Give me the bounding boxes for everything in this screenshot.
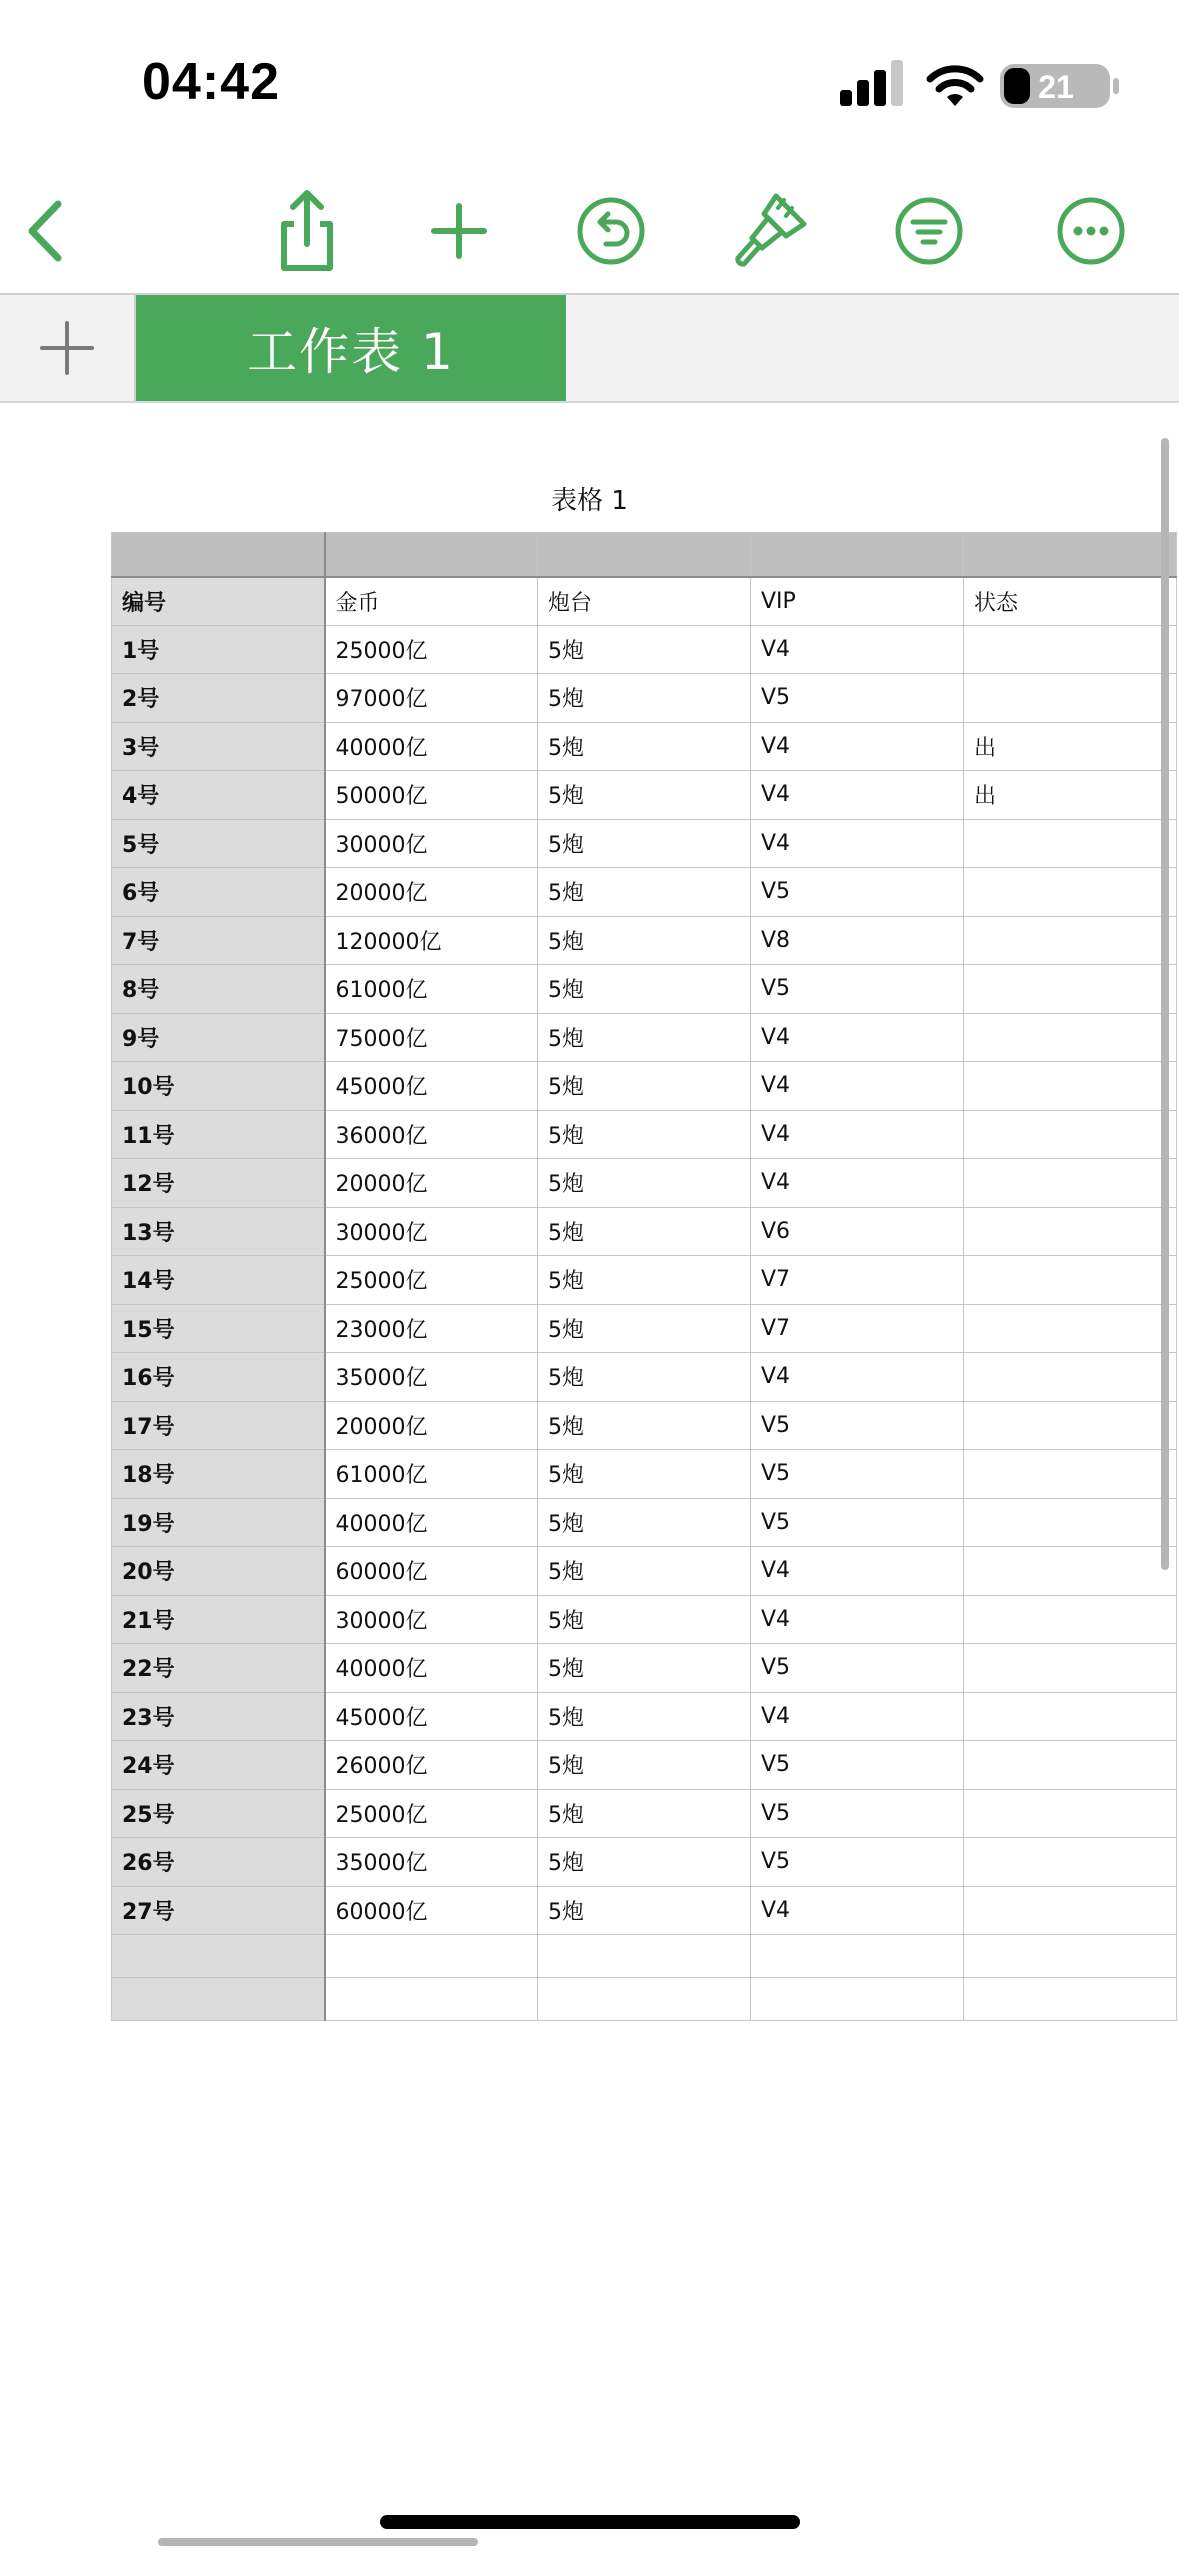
table-cell[interactable] [964, 1838, 1177, 1887]
table-cell[interactable]: 35000亿 [325, 1838, 538, 1887]
undo-button[interactable] [566, 186, 656, 276]
filter-icon [884, 186, 974, 276]
table-cell[interactable]: 25号 [112, 1789, 325, 1838]
table-cell[interactable]: 30000亿 [325, 1595, 538, 1644]
table-cell[interactable]: 30000亿 [325, 819, 538, 868]
table-row[interactable] [112, 916, 1177, 965]
table-cell[interactable]: 5炮 [538, 1401, 751, 1450]
table-cell[interactable] [964, 868, 1177, 917]
add-sheet-button[interactable] [0, 295, 136, 401]
table-cell[interactable]: V5 [751, 674, 964, 723]
table-row[interactable] [112, 1886, 1177, 1935]
table-cell[interactable] [964, 819, 1177, 868]
table-cell[interactable]: 13号 [112, 1207, 325, 1256]
table-cell[interactable] [964, 1159, 1177, 1208]
table-row[interactable] [112, 1498, 1177, 1547]
table-cell[interactable]: 5炮 [538, 868, 751, 917]
table-cell[interactable]: 金币 [325, 577, 538, 626]
table-cell[interactable]: V4 [751, 1692, 964, 1741]
table-cell[interactable] [964, 1013, 1177, 1062]
table-cell[interactable]: 5炮 [538, 1013, 751, 1062]
table-row[interactable] [112, 674, 1177, 723]
table-cell[interactable] [964, 1935, 1177, 1978]
table-cell[interactable]: V4 [751, 1110, 964, 1159]
table-row[interactable] [112, 1159, 1177, 1208]
vertical-scrollbar[interactable] [1161, 438, 1169, 1570]
table-cell[interactable] [964, 625, 1177, 674]
table-cell[interactable]: 50000亿 [325, 771, 538, 820]
status-time: 04:42 [142, 53, 280, 111]
table-cell[interactable]: 25000亿 [325, 625, 538, 674]
table-cell[interactable]: 5炮 [538, 1062, 751, 1111]
table-cell[interactable]: 出 [964, 722, 1177, 771]
table-cell[interactable]: 5炮 [538, 1595, 751, 1644]
table-cell[interactable]: 5炮 [538, 965, 751, 1014]
table-cell[interactable]: V4 [751, 1013, 964, 1062]
table-cell[interactable]: 27号 [112, 1886, 325, 1935]
table-cell[interactable]: 16号 [112, 1353, 325, 1402]
battery-icon [998, 62, 1122, 110]
header-cell[interactable] [538, 533, 751, 577]
table-cell[interactable]: V5 [751, 1838, 964, 1887]
table-cell[interactable] [964, 1304, 1177, 1353]
table-cell[interactable]: V4 [751, 1547, 964, 1596]
table-cell[interactable] [751, 1978, 964, 2021]
table-row[interactable] [112, 1838, 1177, 1887]
table-cell[interactable]: 20000亿 [325, 1159, 538, 1208]
table-cell[interactable]: 5炮 [538, 1838, 751, 1887]
paintbrush-icon [724, 186, 814, 276]
table-cell[interactable]: 40000亿 [325, 1498, 538, 1547]
sheet-tab-bar [0, 293, 1179, 403]
table-cell[interactable]: 5炮 [538, 1789, 751, 1838]
table-cell[interactable]: 23号 [112, 1692, 325, 1741]
table-cell[interactable]: 出 [964, 771, 1177, 820]
column-header-row[interactable] [112, 533, 1177, 577]
table-cell[interactable]: 20000亿 [325, 1401, 538, 1450]
table-cell[interactable]: V7 [751, 1256, 964, 1305]
table-cell[interactable]: 状态 [964, 577, 1177, 626]
table-row[interactable] [112, 965, 1177, 1014]
table-cell[interactable] [325, 1978, 538, 2021]
header-row[interactable] [112, 577, 1177, 626]
table-cell[interactable]: 120000亿 [325, 916, 538, 965]
table-cell[interactable] [964, 1062, 1177, 1111]
table-cell[interactable]: V4 [751, 1159, 964, 1208]
table-cell[interactable] [964, 1256, 1177, 1305]
table-cell[interactable]: 5炮 [538, 819, 751, 868]
header-cell[interactable] [325, 533, 538, 577]
table-cell[interactable]: 18号 [112, 1450, 325, 1499]
table-row[interactable] [112, 1062, 1177, 1111]
table-cell[interactable]: 21号 [112, 1595, 325, 1644]
table-cell[interactable] [538, 1978, 751, 2021]
table-cell[interactable]: V7 [751, 1304, 964, 1353]
table-cell[interactable] [964, 1692, 1177, 1741]
table-cell[interactable]: 5炮 [538, 1692, 751, 1741]
table-cell[interactable] [964, 1353, 1177, 1402]
table-cell[interactable] [751, 1935, 964, 1978]
table-cell[interactable]: 5炮 [538, 722, 751, 771]
table-cell[interactable]: V5 [751, 1450, 964, 1499]
table-cell[interactable]: V5 [751, 1789, 964, 1838]
chevron-left-icon [0, 186, 90, 276]
spreadsheet-table[interactable] [111, 532, 1177, 2021]
table-row[interactable] [112, 1110, 1177, 1159]
table-cell[interactable]: 1号 [112, 625, 325, 674]
table-cell[interactable]: V4 [751, 771, 964, 820]
table-cell[interactable]: 61000亿 [325, 965, 538, 1014]
organize-button[interactable] [884, 186, 974, 276]
table-cell[interactable]: V4 [751, 722, 964, 771]
table-cell[interactable]: 35000亿 [325, 1353, 538, 1402]
table-cell[interactable]: V4 [751, 1353, 964, 1402]
table-cell[interactable]: 9号 [112, 1013, 325, 1062]
table-cell[interactable]: 2号 [112, 674, 325, 723]
more-button[interactable] [1046, 186, 1136, 276]
table-cell[interactable]: V4 [751, 1595, 964, 1644]
cellular-signal-icon [840, 58, 906, 108]
table-cell[interactable] [964, 1450, 1177, 1499]
table-cell[interactable]: 14号 [112, 1256, 325, 1305]
table-cell[interactable]: 4号 [112, 771, 325, 820]
table-cell[interactable] [112, 1978, 325, 2021]
table-cell[interactable]: V4 [751, 625, 964, 674]
table-cell[interactable]: 20号 [112, 1547, 325, 1596]
table-cell[interactable]: 8号 [112, 965, 325, 1014]
tab-sheet-1[interactable]: 工作表 1 [136, 295, 566, 401]
table-cell[interactable]: V5 [751, 1741, 964, 1790]
table-cell[interactable]: 5炮 [538, 771, 751, 820]
table-cell[interactable] [964, 1595, 1177, 1644]
table-cell[interactable]: 22号 [112, 1644, 325, 1693]
table-cell[interactable] [964, 1886, 1177, 1935]
wifi-icon [925, 64, 985, 108]
table-cell[interactable]: 45000亿 [325, 1692, 538, 1741]
table-cell[interactable]: V5 [751, 1644, 964, 1693]
table-cell[interactable] [964, 1207, 1177, 1256]
table-row[interactable] [112, 1741, 1177, 1790]
back-button[interactable] [0, 186, 90, 276]
table-cell[interactable] [964, 1547, 1177, 1596]
table-cell[interactable] [964, 1741, 1177, 1790]
table-cell[interactable] [964, 1401, 1177, 1450]
table-cell[interactable]: 7号 [112, 916, 325, 965]
table-cell[interactable]: VIP [751, 577, 964, 626]
table-cell[interactable]: V4 [751, 1886, 964, 1935]
empty-row[interactable] [112, 1978, 1177, 2021]
table-cell[interactable] [964, 1978, 1177, 2021]
table-cell[interactable]: 编号 [112, 577, 325, 626]
table-cell[interactable]: V5 [751, 868, 964, 917]
table-cell[interactable]: 11号 [112, 1110, 325, 1159]
share-button[interactable] [262, 186, 352, 276]
header-cell[interactable] [964, 533, 1177, 577]
table-cell[interactable] [964, 916, 1177, 965]
table-cell[interactable]: 36000亿 [325, 1110, 538, 1159]
table-row[interactable] [112, 625, 1177, 674]
table-cell[interactable]: 17号 [112, 1401, 325, 1450]
table-row[interactable] [112, 1207, 1177, 1256]
table-cell[interactable] [964, 1498, 1177, 1547]
table-cell[interactable] [538, 1935, 751, 1978]
table-row[interactable] [112, 771, 1177, 820]
table-cell[interactable]: 15号 [112, 1304, 325, 1353]
table-cell[interactable] [964, 1644, 1177, 1693]
table-cell[interactable]: 45000亿 [325, 1062, 538, 1111]
table-row[interactable] [112, 1692, 1177, 1741]
table-row[interactable] [112, 722, 1177, 771]
table-cell[interactable]: V8 [751, 916, 964, 965]
table-cell[interactable]: V6 [751, 1207, 964, 1256]
table-row[interactable] [112, 1013, 1177, 1062]
table-cell[interactable] [964, 674, 1177, 723]
header-cell[interactable] [751, 533, 964, 577]
horizontal-scrollbar[interactable] [158, 2538, 478, 2546]
table-cell[interactable]: 60000亿 [325, 1547, 538, 1596]
table-cell[interactable]: 5炮 [538, 1256, 751, 1305]
table-cell[interactable]: 10号 [112, 1062, 325, 1111]
table-cell[interactable]: 23000亿 [325, 1304, 538, 1353]
table-cell[interactable]: 5号 [112, 819, 325, 868]
table-cell[interactable]: 5炮 [538, 1450, 751, 1499]
table-cell[interactable]: 5炮 [538, 1159, 751, 1208]
undo-icon [566, 186, 656, 276]
table-cell[interactable]: 12号 [112, 1159, 325, 1208]
table-cell[interactable] [964, 1110, 1177, 1159]
table-row[interactable] [112, 868, 1177, 917]
format-button[interactable] [724, 186, 814, 276]
table-cell[interactable]: V5 [751, 1498, 964, 1547]
table-cell[interactable]: 75000亿 [325, 1013, 538, 1062]
table-row[interactable] [112, 1547, 1177, 1596]
table-row[interactable] [112, 1644, 1177, 1693]
insert-button[interactable] [414, 186, 504, 276]
plus-icon [38, 319, 96, 377]
table-cell[interactable] [964, 965, 1177, 1014]
table-cell[interactable]: 炮台 [538, 577, 751, 626]
table-row[interactable] [112, 1401, 1177, 1450]
home-indicator[interactable] [380, 2515, 800, 2529]
table-cell[interactable]: 26号 [112, 1838, 325, 1887]
table-cell[interactable]: 19号 [112, 1498, 325, 1547]
table-row[interactable] [112, 1353, 1177, 1402]
table-cell[interactable]: 97000亿 [325, 674, 538, 723]
table-cell[interactable]: 5炮 [538, 1886, 751, 1935]
table-cell[interactable]: 20000亿 [325, 868, 538, 917]
table-cell[interactable]: 5炮 [538, 916, 751, 965]
table-cell[interactable] [964, 1789, 1177, 1838]
table-cell[interactable]: 5炮 [538, 1644, 751, 1693]
table-cell[interactable]: 5炮 [538, 1741, 751, 1790]
share-icon [262, 186, 352, 276]
header-cell[interactable] [112, 533, 325, 577]
table-cell[interactable]: 6号 [112, 868, 325, 917]
table-cell[interactable]: 24号 [112, 1741, 325, 1790]
battery-level: 21 [1038, 69, 1074, 105]
table-row[interactable] [112, 1304, 1177, 1353]
table-cell[interactable]: 40000亿 [325, 1644, 538, 1693]
table-cell[interactable]: 5炮 [538, 1304, 751, 1353]
empty-row[interactable] [112, 1935, 1177, 1978]
table-row[interactable] [112, 1789, 1177, 1838]
table-cell[interactable]: 25000亿 [325, 1789, 538, 1838]
table-cell[interactable]: 61000亿 [325, 1450, 538, 1499]
table-row[interactable] [112, 1450, 1177, 1499]
table-cell[interactable]: V5 [751, 1401, 964, 1450]
table-cell[interactable]: 60000亿 [325, 1886, 538, 1935]
table-cell[interactable]: 5炮 [538, 1498, 751, 1547]
table-row[interactable] [112, 1595, 1177, 1644]
plus-icon [414, 186, 504, 276]
table-cell[interactable]: 25000亿 [325, 1256, 538, 1305]
table-row[interactable] [112, 819, 1177, 868]
table-cell[interactable]: 40000亿 [325, 722, 538, 771]
table-cell[interactable] [325, 1935, 538, 1978]
table-cell[interactable]: 5炮 [538, 1547, 751, 1596]
table-cell[interactable]: 30000亿 [325, 1207, 538, 1256]
table-cell[interactable]: 26000亿 [325, 1741, 538, 1790]
ellipsis-icon [1046, 186, 1136, 276]
table-cell[interactable]: 5炮 [538, 1207, 751, 1256]
table-cell[interactable]: 3号 [112, 722, 325, 771]
table-cell[interactable]: 5炮 [538, 1353, 751, 1402]
table-cell[interactable] [112, 1935, 325, 1978]
table-cell[interactable]: 5炮 [538, 674, 751, 723]
table-cell[interactable]: V4 [751, 819, 964, 868]
table-cell[interactable]: 5炮 [538, 1110, 751, 1159]
table-cell[interactable]: V5 [751, 965, 964, 1014]
table-title[interactable]: 表格 1 [551, 486, 628, 516]
table-cell[interactable]: 5炮 [538, 625, 751, 674]
table-cell[interactable]: V4 [751, 1062, 964, 1111]
table-row[interactable] [112, 1256, 1177, 1305]
